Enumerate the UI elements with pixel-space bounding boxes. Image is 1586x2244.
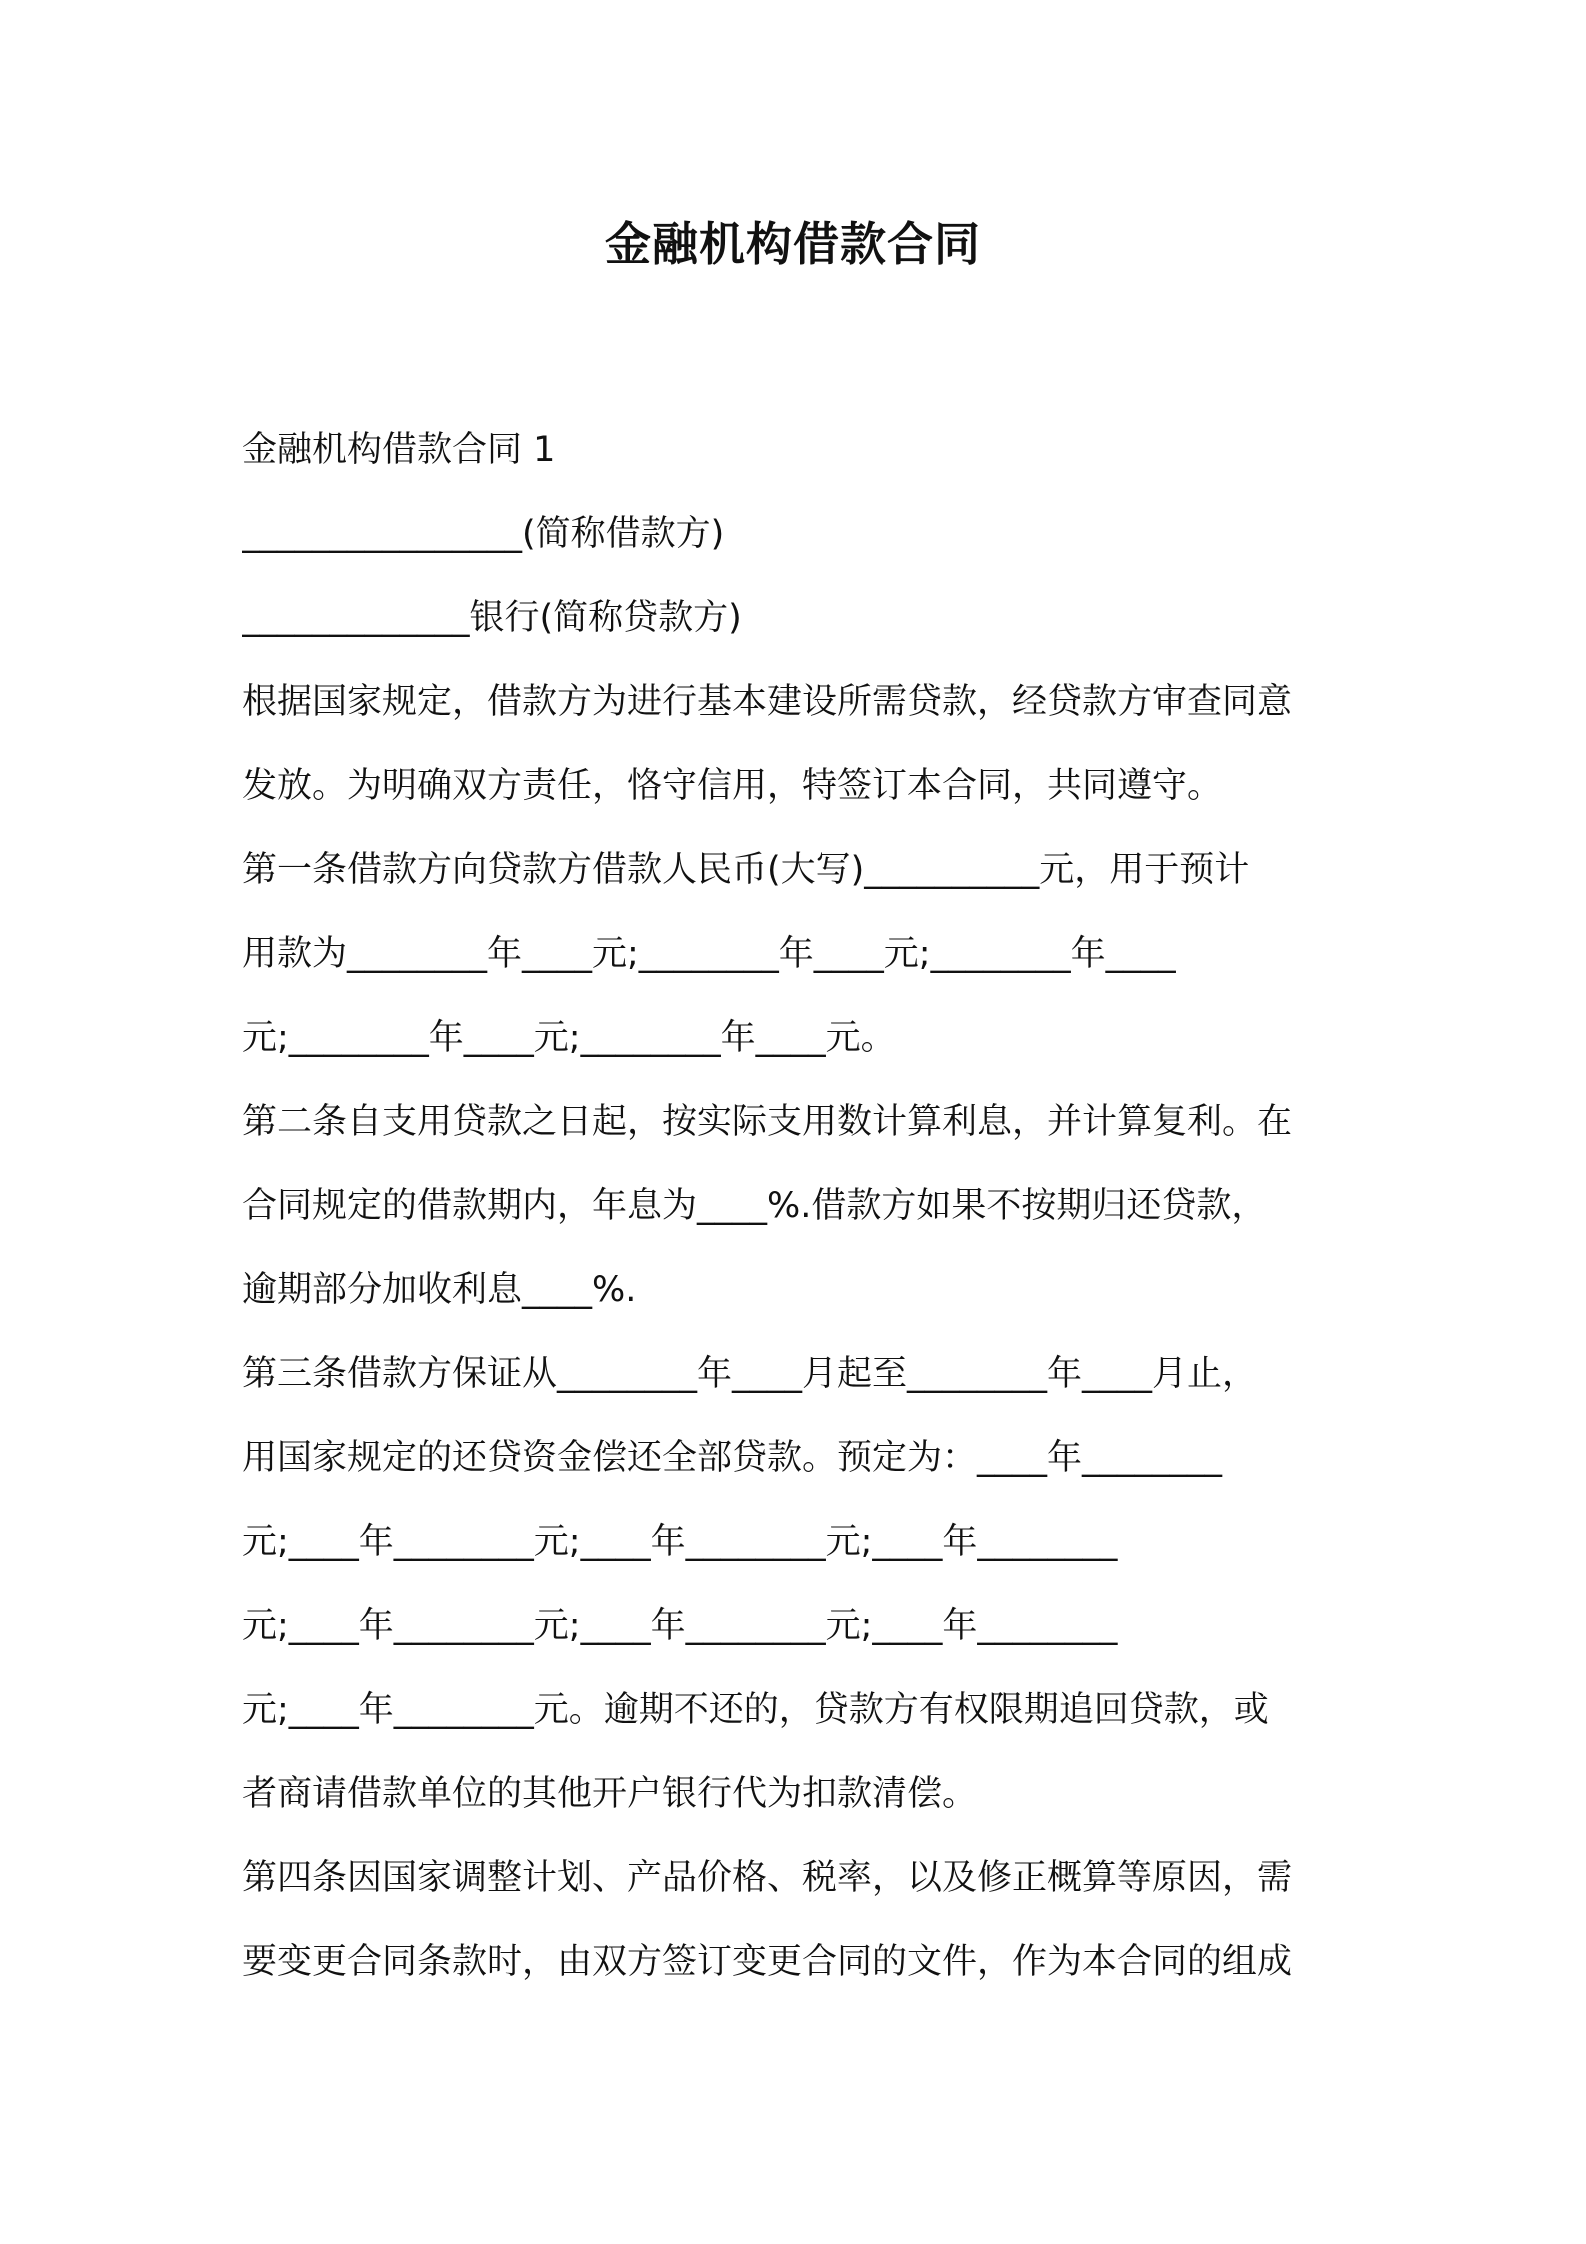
borrower-line: ________________(简称借款方) [242, 514, 725, 554]
article-4-line: 要变更合同条款时，由双方签订变更合同的文件，作为本合同的组成 [242, 1942, 1293, 1982]
paragraph-line: 根据国家规定，借款方为进行基本建设所需贷款，经贷款方审查同意 [242, 682, 1293, 722]
article-3-line: 用国家规定的还贷资金偿还全部贷款。预定为：____年________ [242, 1438, 1223, 1478]
article-3-line: 者商请借款单位的其他开户银行代为扣款清偿。 [242, 1774, 978, 1814]
lender-line: _____________银行(简称贷款方) [242, 598, 742, 638]
paragraph-line: 发放。为明确双方责任，恪守信用，特签订本合同，共同遵守。 [242, 766, 1223, 806]
document-body [242, 408, 1372, 2004]
article-1-line: 用款为________年____元;________年____元;________年____ [242, 934, 1176, 974]
article-3-line: 第三条借款方保证从________年____月起至________年____月止， [242, 1354, 1258, 1394]
article-1-line: 第一条借款方向贷款方借款人民币(大写)__________元，用于预计 [242, 850, 1250, 890]
article-1-line: 元;________年____元;________年____元。 [242, 1018, 896, 1058]
document-title: 金融机构借款合同 [605, 217, 981, 271]
article-3-line: 元;____年________元;____年________元;____年________ [242, 1606, 1118, 1646]
article-2-line: 第二条自支用贷款之日起，按实际支用数计算利息，并计算复利。在 [242, 1102, 1293, 1142]
article-2-line: 逾期部分加收利息____%. [242, 1270, 637, 1310]
article-2-line: 合同规定的借款期内，年息为____%.借款方如果不按期归还贷款， [242, 1186, 1267, 1226]
article-4-line: 第四条因国家调整计划、产品价格、税率，以及修正概算等原因，需 [242, 1858, 1293, 1898]
article-3-line: 元;____年________元。逾期不还的，贷款方有权限期追回贷款，或 [242, 1690, 1269, 1730]
contract-subtitle: 金融机构借款合同 1 [242, 430, 556, 470]
article-3-line: 元;____年________元;____年________元;____年________ [242, 1522, 1118, 1562]
